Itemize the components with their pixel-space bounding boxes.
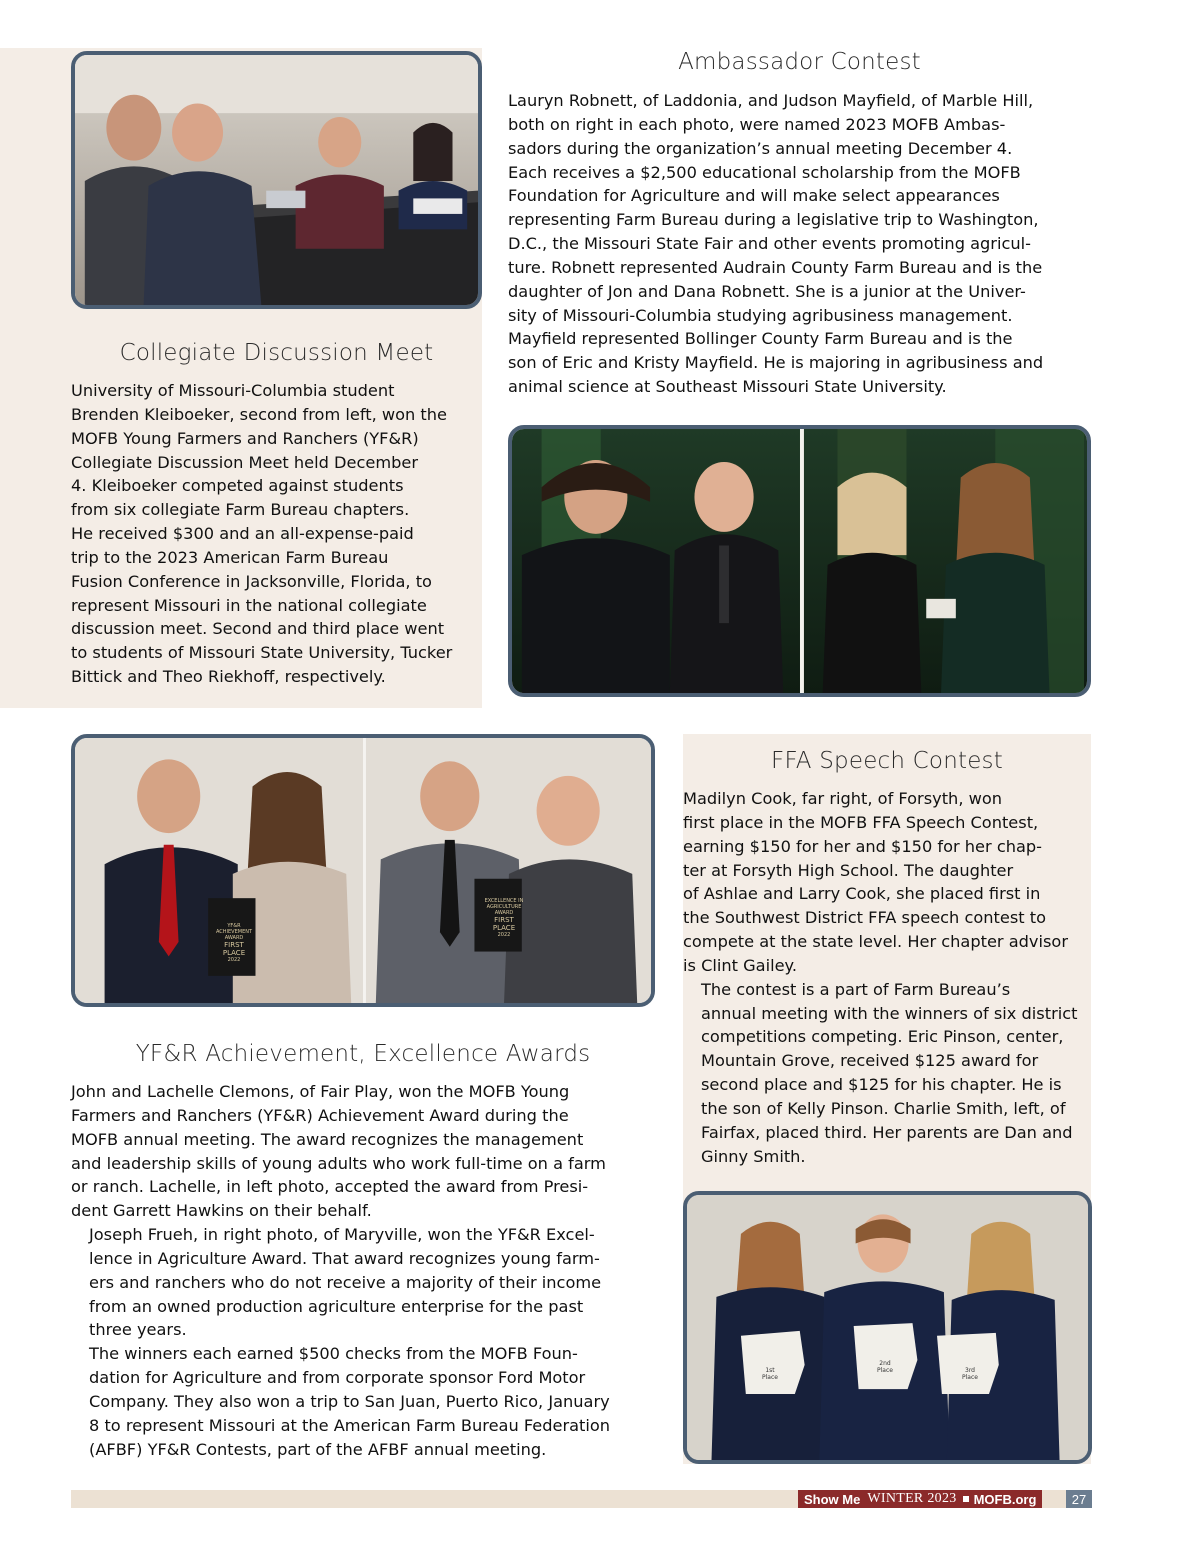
ffa-plaque-first	[750, 1367, 790, 1381]
text-line: Joseph Frueh, in right photo, of Maryville, won the YF&R Excel-	[89, 1225, 595, 1245]
text-line: D.C., the Missouri State Fair and other events promoting agricul-	[508, 234, 1031, 254]
text-line: sadors during the organization’s annual meeting December 4.	[508, 138, 1013, 158]
paragraph	[508, 89, 1092, 399]
footer-site-link[interactable]: MOFB.org	[973, 1491, 1037, 1507]
ffa-plaque-second	[865, 1360, 905, 1374]
text-line: Fusion Conference in Jacksonville, Florida, to	[71, 571, 432, 591]
plaque-line: Place	[877, 1367, 893, 1374]
yfr-awards-photo	[71, 734, 655, 1007]
ambassador-heading: Ambassador Contest	[678, 49, 921, 75]
text-line: dent Garrett Hawkins on their behalf.	[71, 1201, 372, 1221]
text-line: representing Farm Bureau during a legislative trip to Washington,	[508, 210, 1039, 230]
paragraph	[683, 978, 1095, 1169]
plaque-line: EXCELLENCE IN	[484, 898, 524, 904]
plaque-line: 2nd	[879, 1360, 891, 1367]
text-line: sity of Missouri-Columbia studying agribusiness management.	[508, 305, 1013, 325]
text-line: earning $150 for her and $150 for her chap-	[683, 836, 1043, 856]
text-line: MOFB annual meeting. The award recognizes the management	[71, 1129, 584, 1149]
footer-brand: Show Me	[804, 1491, 861, 1507]
text-line: John and Lachelle Clemons, of Fair Play, won the MOFB Young	[71, 1082, 570, 1101]
collegiate-discussion-photo	[71, 51, 482, 309]
ambassador-body	[508, 89, 1092, 399]
text-line: from an owned production agriculture enterprise for the past	[89, 1296, 584, 1316]
text-line: both on right in each photo, were named 2023 MOFB Ambas-	[508, 114, 1006, 134]
text-line: 8 to represent Missouri at the American Farm Bureau Federation	[89, 1415, 611, 1435]
plaque-line: 2022	[227, 957, 241, 963]
text-line: The winners each earned $500 checks from the MOFB Foun-	[89, 1344, 578, 1364]
text-line: or ranch. Lachelle, in left photo, accepted the award from Presi-	[71, 1177, 589, 1197]
paragraph	[683, 787, 1095, 978]
text-line: competitions competing. Eric Pinson, center,	[701, 1027, 1064, 1047]
plaque-line: FIRST	[494, 916, 514, 924]
footer-season: WINTER 2023	[867, 1491, 957, 1506]
text-line: Collegiate Discussion Meet held December	[71, 452, 418, 472]
paragraph	[71, 1223, 655, 1342]
text-line: daughter of Jon and Dana Robnett. She is a junior at the Univer-	[508, 281, 1026, 301]
text-line: represent Missouri in the national collegiate	[71, 595, 427, 615]
plaque-line: ACHIEVEMENT	[215, 929, 253, 935]
paragraph	[71, 1342, 655, 1461]
text-line: Mountain Grove, received $125 award for	[701, 1051, 1039, 1071]
page-number: 27	[1066, 1490, 1092, 1508]
text-line: Fairfax, placed third. Her parents are Dan and	[701, 1122, 1073, 1142]
text-line: trip to the 2023 American Farm Bureau	[71, 547, 389, 567]
plaque-line: FIRST	[224, 941, 244, 949]
text-line: discussion meet. Second and third place went	[71, 619, 445, 639]
plaque-line: Place	[962, 1374, 978, 1381]
text-line: second place and $125 for his chapter. He is	[701, 1075, 1062, 1095]
text-line: ers and ranchers who do not receive a majority of their income	[89, 1272, 602, 1292]
plaque-line: PLACE	[222, 949, 246, 957]
text-line: dation for Agriculture and from corporate sponsor Ford Motor	[89, 1368, 586, 1388]
ffa-heading: FFA Speech Contest	[771, 748, 1003, 774]
footer-separator-icon	[963, 1496, 969, 1502]
yfr-heading: YF&R Achievement, Excellence Awards	[135, 1041, 591, 1067]
text-line: Ginny Smith.	[701, 1146, 806, 1166]
text-line: Farmers and Ranchers (YF&R) Achievement Award during the	[71, 1105, 569, 1125]
text-line: He received $300 and an all-expense-paid	[71, 524, 414, 544]
plaque-line: AWARD	[494, 910, 514, 916]
text-line: first place in the MOFB FFA Speech Contest,	[683, 812, 1039, 832]
text-line: ter at Forsyth High School. The daughter	[683, 860, 1014, 880]
text-line: son of Eric and Kristy Mayfield. He is majoring in agribusiness and	[508, 353, 1044, 373]
text-line: lence in Agriculture Award. That award recognizes young farm-	[89, 1248, 600, 1268]
plaque-line: 2022	[497, 932, 511, 938]
plaque-line: AGRICULTURE	[486, 904, 522, 910]
text-line: from six collegiate Farm Bureau chapters.	[71, 500, 410, 520]
text-line: 4. Kleiboeker competed against students	[71, 476, 404, 496]
plaque-line: YF&R	[227, 923, 241, 929]
plaque-line: Place	[762, 1374, 778, 1381]
paragraph	[71, 379, 483, 689]
achievement-plaque	[211, 923, 257, 963]
ffa-body	[683, 787, 1095, 1169]
text-line: and leadership skills of young adults who work full-time on a farm	[71, 1153, 606, 1173]
text-line: University of Missouri-Columbia student	[71, 381, 395, 400]
yfr-body	[71, 1080, 655, 1462]
text-line: three years.	[89, 1320, 187, 1340]
text-line: The contest is a part of Farm Bureau’s	[701, 979, 1011, 999]
text-line: Lauryn Robnett, of Laddonia, and Judson Mayfield, of Marble Hill,	[508, 91, 1034, 110]
plaque-line: 3rd	[965, 1367, 975, 1374]
plaque-line: AWARD	[224, 935, 244, 941]
text-line: animal science at Southeast Missouri State University.	[508, 377, 947, 397]
collegiate-body	[71, 379, 483, 689]
ambassador-photo	[508, 425, 1091, 697]
text-line: Each receives a $2,500 educational scholarship from the MOFB	[508, 162, 1021, 182]
text-line: to students of Missouri State University, Tucker	[71, 643, 453, 663]
text-line: Bittick and Theo Riekhoff, respectively.	[71, 667, 386, 687]
text-line: the son of Kelly Pinson. Charlie Smith, left, of	[701, 1098, 1066, 1118]
text-line: compete at the state level. Her chapter advisor	[683, 932, 1068, 952]
excellence-plaque	[481, 898, 527, 938]
ffa-speech-photo	[683, 1191, 1092, 1464]
text-line: Madilyn Cook, far right, of Forsyth, won	[683, 789, 1003, 808]
footer-label	[798, 1490, 1042, 1508]
plaque-line: PLACE	[492, 924, 516, 932]
text-line: (AFBF) YF&R Contests, part of the AFBF annual meeting.	[89, 1439, 547, 1459]
ffa-plaque-third	[950, 1367, 990, 1381]
text-line: of Ashlae and Larry Cook, she placed first in	[683, 884, 1041, 904]
plaque-line: 1st	[765, 1367, 775, 1374]
text-line: Brenden Kleiboeker, second from left, won the	[71, 404, 447, 424]
text-line: annual meeting with the winners of six district	[701, 1003, 1078, 1023]
text-line: is Clint Gailey.	[683, 955, 797, 975]
collegiate-heading: Collegiate Discussion Meet	[119, 340, 434, 366]
text-line: ture. Robnett represented Audrain County Farm Bureau and is the	[508, 257, 1043, 277]
paragraph	[71, 1080, 655, 1223]
text-line: the Southwest District FFA speech contest to	[683, 908, 1047, 928]
text-line: Mayfield represented Bollinger County Farm Bureau and is the	[508, 329, 1013, 349]
text-line: Company. They also won a trip to San Juan, Puerto Rico, January	[89, 1391, 610, 1411]
text-line: MOFB Young Farmers and Ranchers (YF&R)	[71, 428, 419, 448]
text-line: Foundation for Agriculture and will make select appearances	[508, 186, 1000, 206]
